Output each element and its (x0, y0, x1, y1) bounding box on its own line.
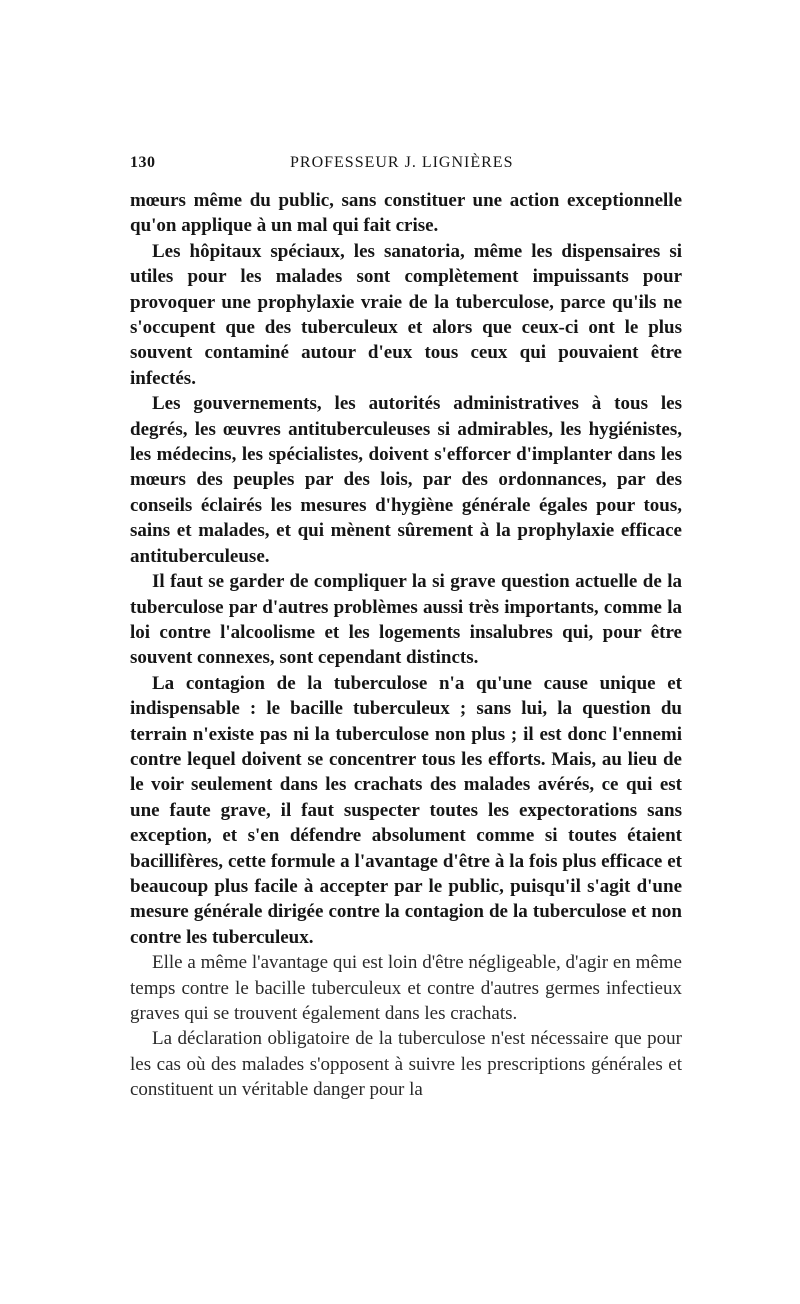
paragraph: La déclaration obligatoire de la tuberculose n'est nécessaire que pour les cas où des malades s'opposent à suivre les prescriptions générales et constituent un véritable danger pour la (130, 1028, 682, 1101)
book-page (130, 150, 682, 1103)
paragraph: Les gouvernements, les autorités administratives à tous les degrés, les œuvres antituberculeuses si admirables, les hygiénistes, les médecins, les spécialistes, doivent s'efforcer d'implanter dans les mœurs des peuples par des lois, par des ordonnances, par des conseils éclairés les mesures d'hygiène générale égales pour tous, sains et malades, et qui mènent sûrement à la prophylaxie efficace antituberculeuse. (130, 393, 682, 567)
paragraph: Les hôpitaux spéciaux, les sanatoria, même les dispensaires si utiles pour les malades sont complètement impuissants pour provoquer une prophylaxie vraie de la tuberculose, parce qu'ils ne s'occupent que des tuberculeux et alors que ceux-ci ont le plus souvent contaminé autour d'eux tous ceux qui pouvaient être infectés. (130, 240, 682, 389)
paragraph: mœurs même du public, sans constituer une action exceptionnelle qu'on applique à un mal qui fait crise. (130, 190, 682, 237)
page-number: 130 (130, 154, 156, 171)
running-title: PROFESSEUR J. LIGNIÈRES (290, 154, 514, 171)
running-head (130, 150, 682, 180)
paragraph: La contagion de la tuberculose n'a qu'une cause unique et indispensable : le bacille tuberculeux ; sans lui, la question du terrain n'existe pas ni la tuberculose non plus ; il est donc l'ennemi contre lequel doivent se concentrer tous les efforts. Mais, au lieu de le voir seulement dans les crachats des malades avérés, ce qui est une faute grave, il faut suspecter toutes les expectorations sans exception, et s'en défendre absolument comme si toutes étaient bacillifères, cette formule a l'avantage d'être à la fois plus efficace et beaucoup plus facile à accepter par le public, puisqu'il s'agit d'une mesure générale dirigée contre la contagion de la tuberculose et non contre les tuberculeux. (130, 672, 682, 948)
body-text (130, 188, 682, 1103)
paragraph: Elle a même l'avantage qui est loin d'être négligeable, d'agir en même temps contre le bacille tuberculeux et contre d'autres germes infectieux graves qui se trouvent également dans les crachats. (130, 952, 682, 1024)
paragraph: Il faut se garder de compliquer la si grave question actuelle de la tuberculose par d'autres problèmes aussi très importants, comme la loi contre l'alcoolisme et les logements insalubres qui, pour être souvent connexes, sont cependant distincts. (130, 571, 682, 669)
